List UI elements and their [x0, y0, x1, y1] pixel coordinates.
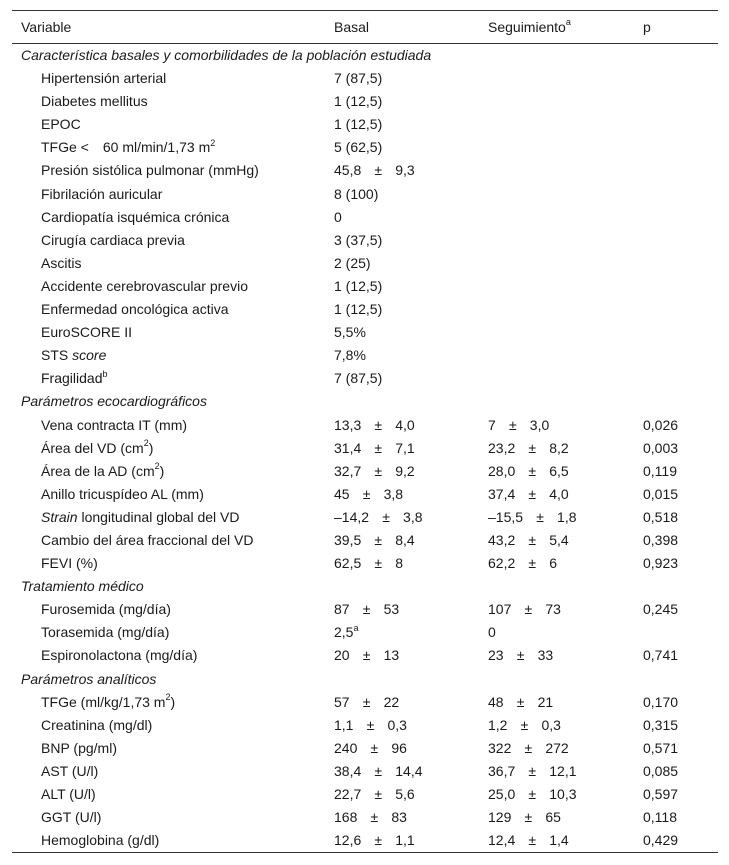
table-row: Anillo tricuspídeo AL (mm) 45 ± 3,8 37,4 ± 4,0 0,015	[41, 485, 679, 502]
table-row: Hemoglobina (g/dl) 12,6 ± 1,1 12,4 ± 1,4 0,429	[41, 832, 679, 849]
table-row: FEVI (%) 62,5 ± 8 62,2 ± 6 0,923	[41, 555, 679, 572]
table-row: Fragilidad$^b$ 7 (87,5)	[41, 368, 383, 387]
table-row: Cirugía cardiaca previa 3 (37,5)	[41, 231, 383, 248]
table-row: Área de la AD $(cm^2)$ 32,7 ± 9,2 28,0 ± 6,5 0,119	[41, 461, 677, 479]
table-row: Hipertensión arterial 7 (87,5)	[41, 70, 383, 87]
header-p: p	[643, 19, 651, 35]
table-row: Furosemida (mg/día) 87 ± 53 107 ± 73 0,245	[41, 601, 679, 618]
table-row: Torasemida (mg/día) 2,5$^a$ 0	[41, 622, 496, 641]
results-table	[12, 10, 718, 853]
table-header	[12, 11, 718, 44]
table-row: ALT (U/l) 22,7 ± 5,6 25,0 ± 10,3 0,597	[41, 786, 679, 802]
table-row: BNP (pg/ml) 240 ± 96 322 ± 272 0,571	[41, 739, 679, 756]
table-row: EuroSCORE II 5,5%	[41, 324, 366, 341]
table-row: Presión sistólica pulmonar (mmHg) 45,8 ± 9,3	[41, 162, 415, 179]
header-variable: Variable	[21, 19, 72, 35]
table-row: Espironolactona (mg/día) 20 ± 13 23 ± 33 0,741	[41, 647, 679, 664]
section-title: Tratamiento médico	[21, 578, 144, 595]
table-row: Ascitis 2 (25)	[41, 254, 371, 271]
table-row: AST (U/l) 38,4 ± 14,4 36,7 ± 12,1 0,085	[41, 762, 679, 779]
table-row: Área del VD $(cm^2)$ 31,4 ± 7,1 23,2 ± 8,2 0,003	[41, 437, 679, 456]
table-row: STS score 7,8%	[41, 347, 366, 364]
table-row: Accidente cerebrovascular previo 1 (12,5)	[41, 277, 383, 294]
section-title: Parámetros analíticos	[21, 670, 157, 687]
table-row: Vena contracta IT (mm) 13,3 ± 4,0 7 ± 3,0 0,026	[41, 416, 679, 433]
table-row: Diabetes mellitus 1 (12,5)	[41, 93, 383, 110]
table-row: Cardiopatía isquémica crónica 0	[41, 208, 342, 225]
section-title: Característica basales y comorbilidades de la población estudiada	[21, 47, 432, 63]
section-title: Parámetros ecocardiográficos	[21, 393, 207, 410]
header-basal: Basal	[334, 19, 370, 35]
table-row: TFGe (ml/kg/1,73 $m^2$) 57 ± 22 48 ± 21 0,170	[41, 691, 679, 710]
table-row: TFGe < 60 ml/min/1,73 $m^2$ 5 (62,5)	[41, 137, 383, 156]
table-row: Creatinina (mg/dl) 1,1 ± 0,3 1,2 ± 0,3 0,315	[41, 716, 679, 733]
table-row: Cambio del área fraccional del VD 39,5 ± 8,4 43,2 ± 5,4 0,398	[41, 531, 679, 548]
table-row: Strain longitudinal global del VD –14,2 ± 3,8 –15,5 ± 1,8 0,518	[41, 508, 679, 525]
table-row: EPOC 1 (12,5)	[41, 116, 383, 133]
table-row: Fibrilación auricular 8 (100)	[41, 185, 379, 202]
table-row: GGT (U/l) 168 ± 83 129 ± 65 0,118	[41, 809, 677, 826]
header-seguimiento: Seguimiento$^a$	[488, 17, 571, 35]
table-row: Enfermedad oncológica activa 1 (12,5)	[41, 301, 383, 318]
